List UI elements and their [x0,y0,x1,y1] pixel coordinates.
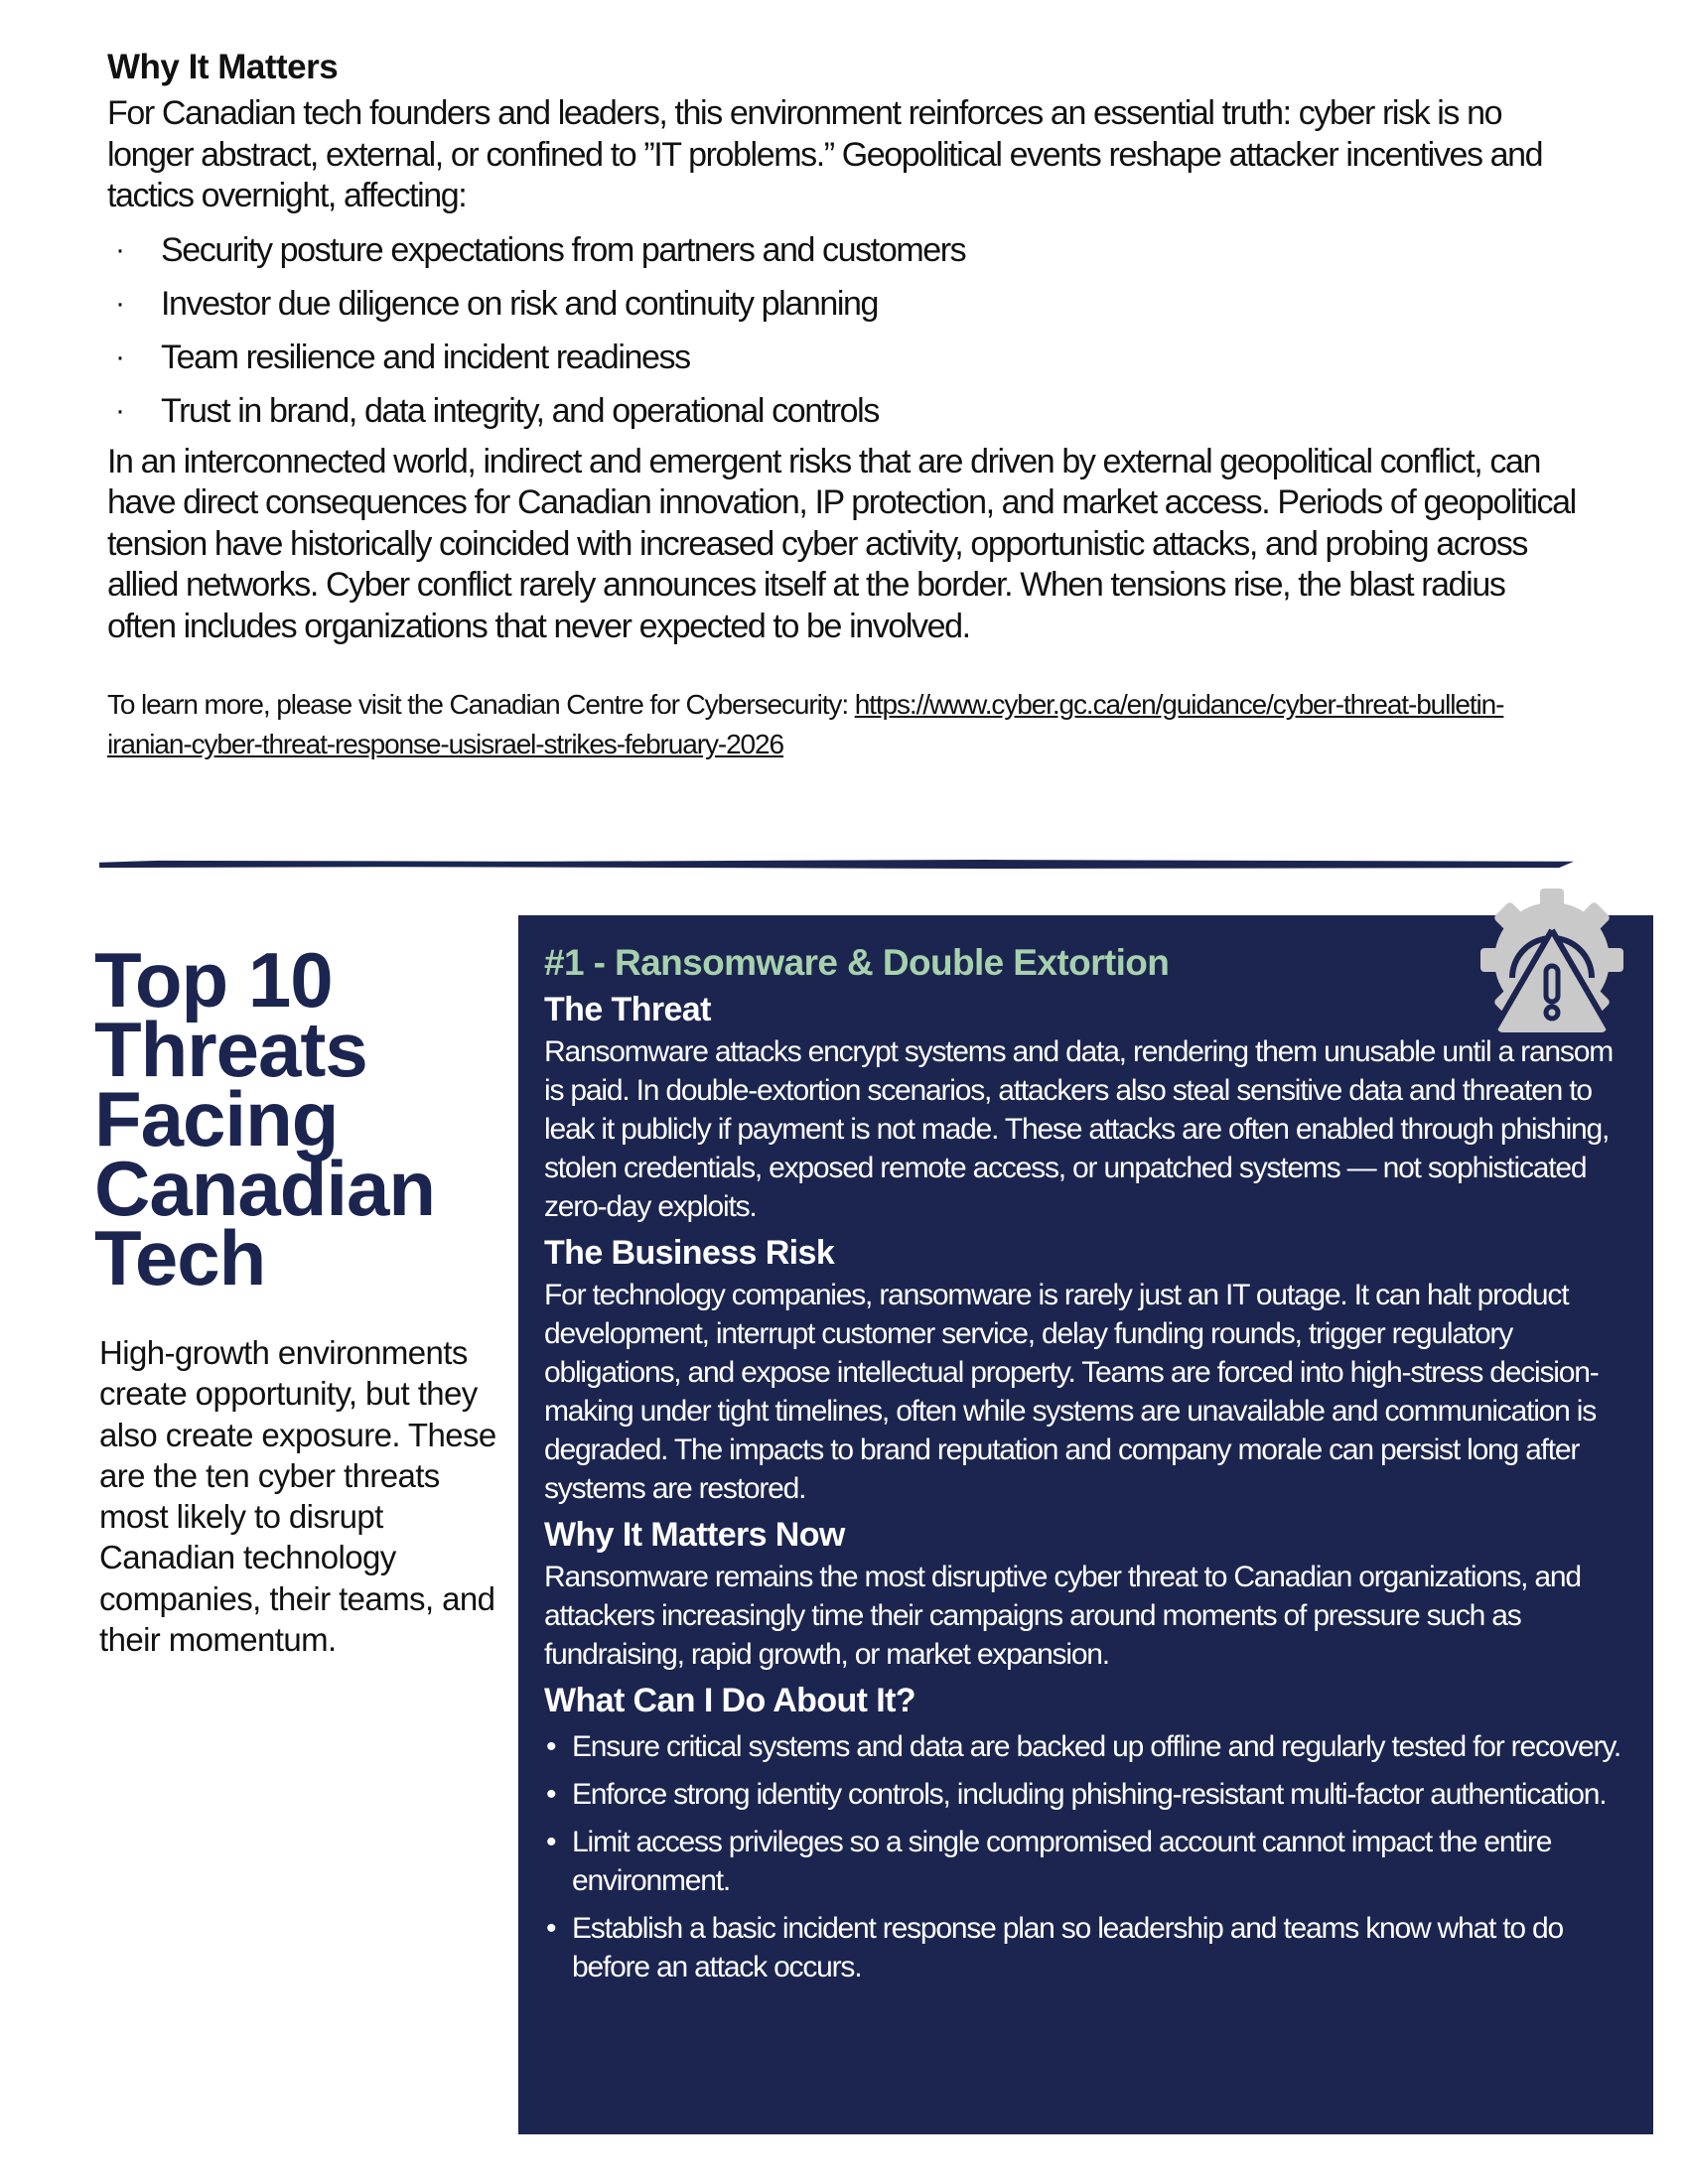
why-now-body: Ransomware remains the most disruptive cyber threat to Canadian organizations, and attackers increasingly time their campaigns around moments of pressure such as fundraising, rapid growth, or market expansion. [544,1561,1581,1671]
action-text: Establish a basic incident response plan so leadership and teams know what to do before an attack occurs. [572,1912,1563,1983]
learn-more-text: To learn more, please visit the Canadian Centre for Cybersecurity: [107,689,855,720]
action-item [544,1909,1636,1986]
bullet-icon: · [115,393,124,427]
action-item [544,1775,1636,1814]
action-list [544,1727,1636,1986]
title-line: Threats [94,1006,367,1093]
bullet-icon: • [546,1912,556,1945]
section-heading-threat: The Threat [544,991,711,1028]
bullet-icon: • [546,1826,556,1858]
list-item-text: Security posture expectations from partners and customers [161,230,966,269]
list-item-text: Investor due diligence on risk and continuity planning [161,284,879,323]
sidebar-description: High-growth environments create opportunity, but they also create exposure. These are the ten cyber threats most likely to disrupt Canadian technology companies, their teams, and their momentum. [99,1334,496,1659]
title-line: Tech [94,1214,266,1301]
section-heading-actions: What Can I Do About It? [544,1682,915,1719]
page-title [94,936,436,1301]
title-line: Top 10 [94,936,333,1024]
section-heading-why-now: Why It Matters Now [544,1516,845,1554]
title-line: Canadian [94,1145,436,1232]
action-text: Ensure critical systems and data are backed up offline and regularly tested for recovery. [572,1730,1621,1763]
impact-list [107,223,1577,438]
list-item [107,331,1577,384]
title-line: Facing [94,1075,339,1162]
list-item [107,223,1577,277]
action-text: Enforce strong identity controls, including phishing-resistant multi-factor authentication. [572,1778,1607,1811]
threat-title: #1 - Ransomware & Double Extortion [544,942,1170,983]
bullet-icon: • [546,1778,556,1811]
learn-more-note [107,685,1577,764]
threat-card [518,915,1653,2134]
bullet-icon: · [115,232,124,266]
list-item-text: Team resilience and incident readiness [161,338,690,376]
why-it-matters-section [107,44,1577,792]
bullet-icon: • [546,1730,556,1763]
action-text: Limit access privileges so a single compromised account cannot impact the entire environment. [572,1826,1552,1897]
business-risk-body: For technology companies, ransomware is rarely just an IT outage. It can halt product development, interrupt customer service, delay funding rounds, trigger regulatory obligations, and expose intellectual property. Teams are forced into high-stress decision-making under tight timelines, often while systems are unavailable and communication is degraded. The impacts to brand reputation and company morale can persist long after systems are restored. [544,1279,1599,1505]
list-item [107,277,1577,331]
action-item [544,1823,1636,1900]
context-paragraph: In an interconnected world, indirect and emergent risks that are driven by external geopolitical conflict, can have direct consequences for Canadian innovation, IP protection, and market access. Periods of geopolitical tension have historically coincided with increased cyber activity, opportunistic attacks, and probing across allied networks. Cyber conflict rarely announces itself at the border. When tensions rise, the blast radius often includes organizations that never expected to be involved. [107,442,1576,645]
list-item [107,384,1577,438]
section-divider [99,860,1574,869]
section-heading-business-risk: The Business Risk [544,1234,835,1272]
threat-body: Ransomware attacks encrypt systems and data, rendering them unusable until a ransom is paid. In double-extortion scenarios, attackers also steal sensitive data and threaten to leak it publicly if payment is not made. These attacks are often enabled through phishing, stolen credentials, exposed remote access, or unpatched systems — not sophisticated zero-day exploits. [544,1035,1613,1223]
gear-warning-icon [1475,879,1628,1032]
bullet-icon: · [115,340,124,373]
section-heading: Why It Matters [107,48,339,86]
intro-paragraph: For Canadian tech founders and leaders, this environment reinforces an essential truth: cyber risk is no longer abstract, external, or confined to ”IT problems.” Geopolitical events reshape attacker incentives and tactics overnight, affecting: [107,94,1543,214]
list-item-text: Trust in brand, data integrity, and operational controls [161,391,879,430]
cyber-centre-link[interactable]: https://www.cyber.gc.ca/en/guidance/cyber-threat-bulletin-iranian-cyber-threat-response-usisrael-strikes-february-2026 [107,689,1504,759]
bullet-icon: · [115,286,124,320]
action-item [544,1727,1636,1766]
